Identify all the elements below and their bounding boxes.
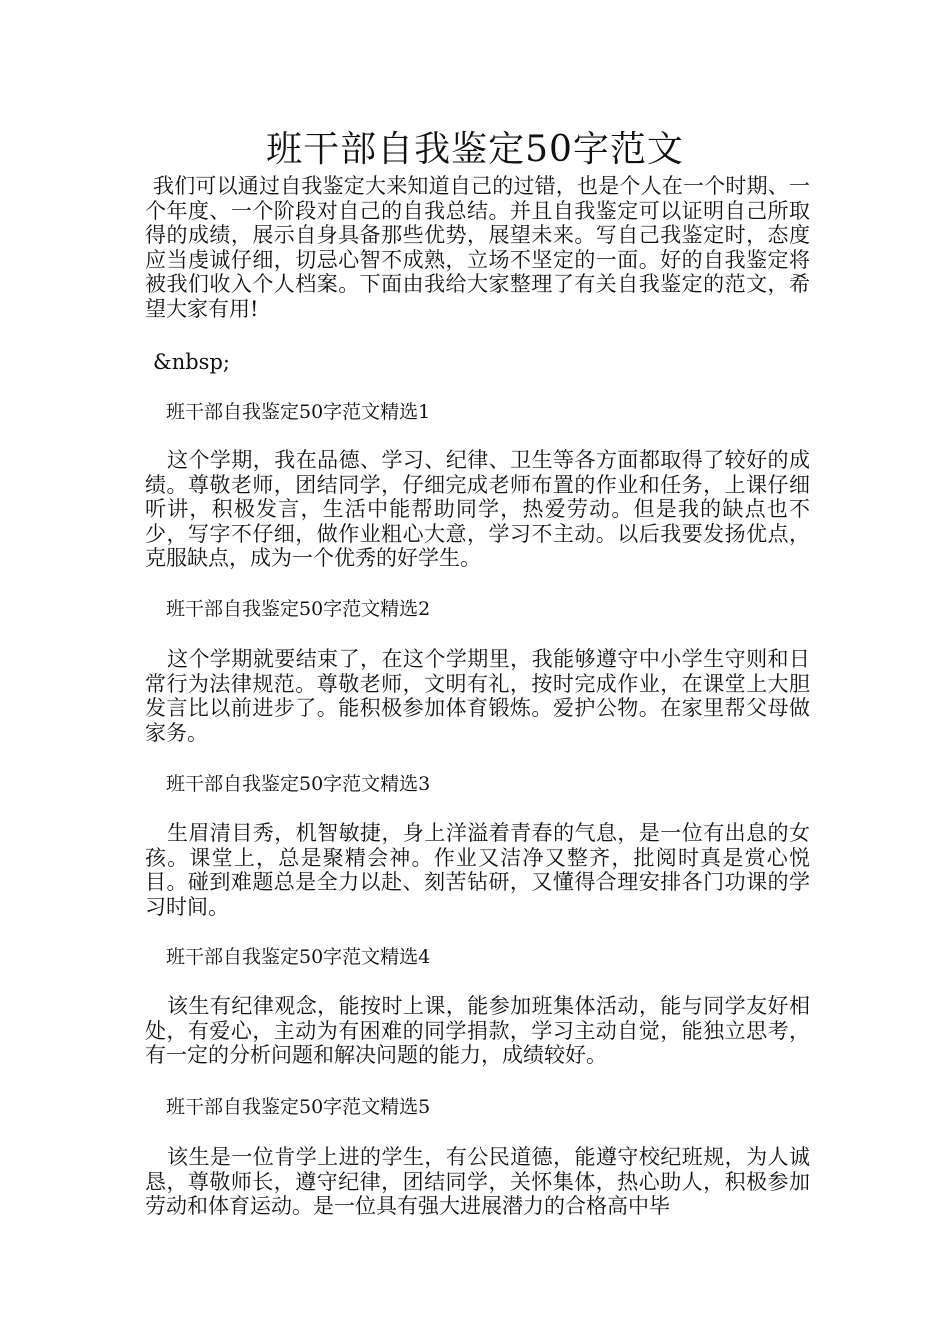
- section-heading-2: 班干部自我鉴定50字范文精选2: [166, 598, 431, 620]
- section-heading-3: 班干部自我鉴定50字范文精选3: [166, 773, 431, 795]
- section-paragraph-1: 这个学期，我在品德、学习、纪律、卫生等各方面都取得了较好的成绩。尊敬老师，团结同学，仔细完成老师布置的作业和任务，上课仔细听讲，积极发言，生活中能帮助同学，热爱劳动。但是我的缺点也不少，写字不仔细，做作业粗心大意，学习不主动。以后我要发扬优点，克服缺点，成为一个优秀的好学生。: [145, 448, 810, 571]
- intro-paragraph: 我们可以通过自我鉴定大来知道自己的过错，也是个人在一个时期、一个年度、一个阶段对自己的自我总结。并且自我鉴定可以证明自己所取得的成绩，展示自身具备那些优势，展望未来。写自己我鉴定时，态度应当虔诚仔细，切忌心智不成熟，立场不坚定的一面。好的自我鉴定将被我们收入个人档案。下面由我给大家整理了有关自我鉴定的范文，希望大家有用!: [145, 174, 810, 321]
- nbsp-text: &nbsp;: [153, 350, 230, 374]
- section-heading-4: 班干部自我鉴定50字范文精选4: [166, 946, 431, 968]
- section-heading-1: 班干部自我鉴定50字范文精选1: [166, 401, 431, 423]
- section-paragraph-2: 这个学期就要结束了，在这个学期里，我能够遵守中小学生守则和日常行为法律规范。尊敬老师，文明有礼，按时完成作业，在课堂上大胆发言比以前进步了。能积极参加体育锻炼。爱护公物。在家里帮父母做家务。: [145, 647, 810, 745]
- document-title: 班干部自我鉴定50字范文: [266, 129, 684, 170]
- section-paragraph-3: 生眉清目秀，机智敏捷，身上洋溢着青春的气息，是一位有出息的女孩。课堂上，总是聚精会神。作业又洁净又整齐，批阅时真是赏心悦目。碰到难题总是全力以赴、刻苦钻研，又懂得合理安排各门功课的学习时间。: [145, 821, 810, 919]
- section-paragraph-4: 该生有纪律观念，能按时上课，能参加班集体活动，能与同学友好相处，有爱心，主动为有困难的同学捐款，学习主动自觉，能独立思考，有一定的分析问题和解决问题的能力，成绩较好。: [145, 994, 810, 1068]
- section-paragraph-5: 该生是一位肯学上进的学生，有公民道德，能遵守校纪班规，为人诚恳，尊敬师长，遵守纪律，团结同学，关怀集体，热心助人，积极参加劳动和体育运动。是一位具有强大进展潜力的合格高中毕: [145, 1145, 810, 1219]
- section-heading-5: 班干部自我鉴定50字范文精选5: [166, 1096, 431, 1118]
